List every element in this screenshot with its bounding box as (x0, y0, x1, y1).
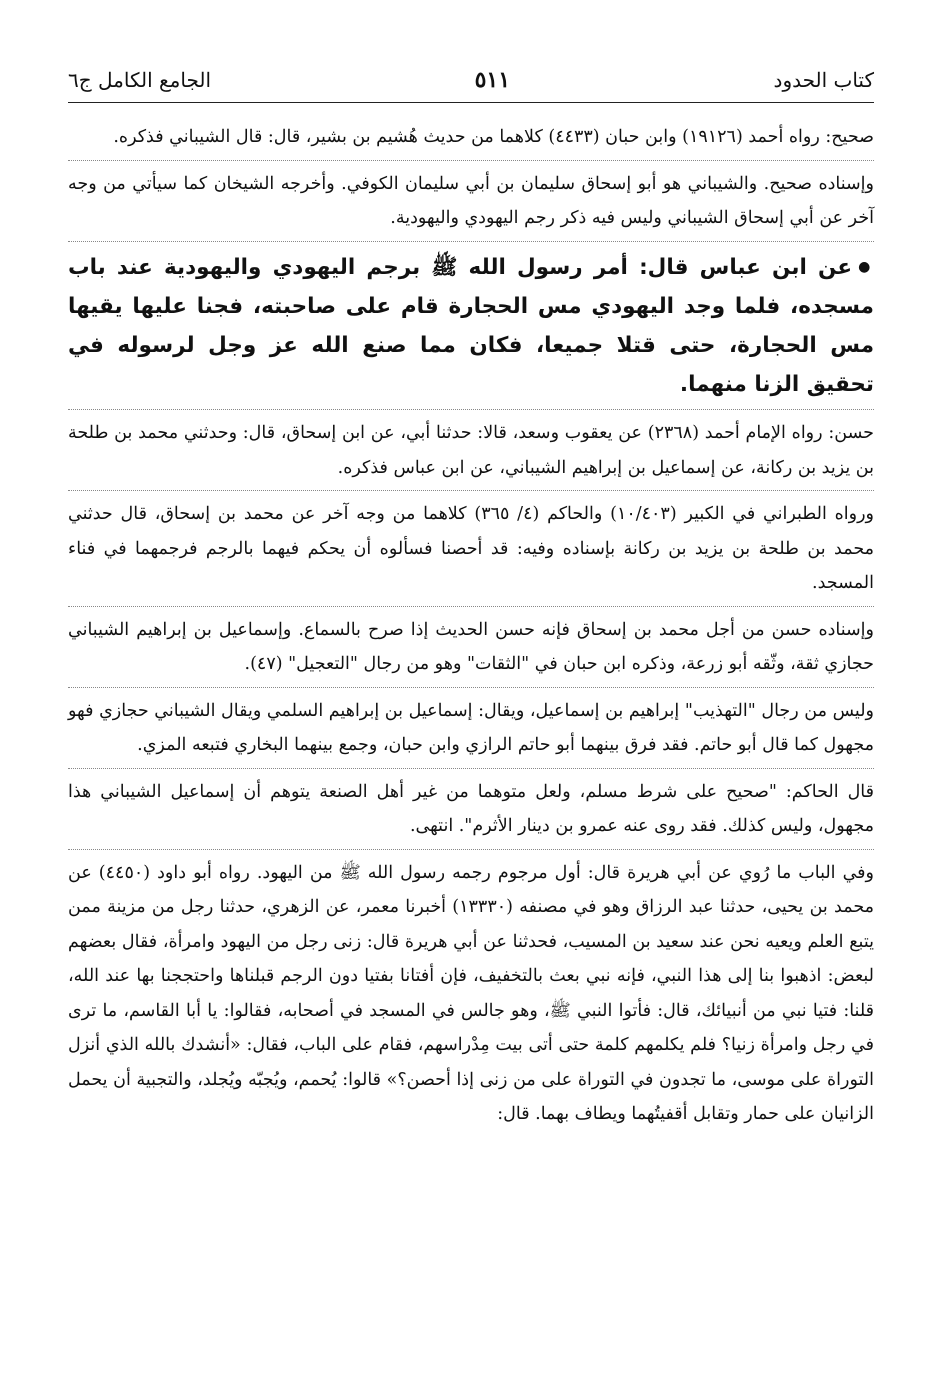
running-header (68, 58, 874, 103)
paragraph-isnad-2: وإسناده حسن من أجل محمد بن إسحاق فإنه حسن الحديث إذا صرح بالسماع. وإسماعيل بن إبراهيم الشيباني حجازي ثقة، وثّقه أبو زرعة، وذكره ابن حبان في "الثقات" وهو من رجال "التعجيل" (٤٧). (68, 613, 874, 688)
paragraph-rijal: وليس من رجال "التهذيب" إبراهيم بن إسماعيل، ويقال: إسماعيل بن إبراهيم السلمي ويقال الشيباني حجازي فهو مجهول كما قال أبو حاتم. فقد فرق بينهما أبو حاتم الرازي وابن حبان، وجمع بينهما البخاري فتبعه المزي. (68, 694, 874, 769)
header-volume-title: الجامع الكامل ج٦ (68, 68, 212, 92)
paragraph-takhrij-1: صحيح: رواه أحمد (١٩١٢٦) وابن حبان (٤٤٣٣) كلاهما من حديث هُشيم بن بشير، قال: قال الشيباني فذكره. (68, 120, 874, 161)
page-number: ٥١١ (474, 67, 511, 93)
hadith-body: عن ابن عباس قال: أمر رسول الله ﷺ برجم اليهودي واليهودية عند باب مسجده، فلما وجد اليهودي مس الحجارة قام على صاحبته، فجنا عليها يقيها مس الحجارة، حتى قتلا جميعا، فكان مما صنع الله عز وجل لرسوله في تحقيق الزنا منهما. (68, 254, 874, 397)
paragraph-isnad-1: وإسناده صحيح. والشيباني هو أبو إسحاق سليمان بن أبي سليمان الكوفي. وأخرجه الشيخان كما سيأتي من وجه آخر عن أبي إسحاق الشيباني وليس فيه ذكر رجم اليهودي واليهودية. (68, 167, 874, 242)
header-book-title: كتاب الحدود (773, 68, 874, 92)
paragraph-takhrij-2: حسن: رواه الإمام أحمد (٢٣٦٨) عن يعقوب وسعد، قالا: حدثنا أبي، عن ابن إسحاق، قال: وحدثني محمد بن طلحة بن يزيد بن ركانة، عن إسماعيل بن إبراهيم الشيباني، عن ابن عباس فذكره. (68, 416, 874, 491)
page-body (68, 120, 874, 1143)
bullet-icon: ● (858, 259, 874, 275)
paragraph-fil-bab: وفي الباب ما رُوي عن أبي هريرة قال: أول مرجوم رجمه رسول الله ﷺ من اليهود. رواه أبو داود (٤٤٥٠) عن محمد بن يحيى، حدثنا عبد الرزاق وهو في مصنفه (١٣٣٣٠) أخبرنا معمر، عن الزهري، حدثنا رجل من مزينة ممن يتبع العلم ويعيه نحن عند سعيد بن المسيب، فحدثنا عن أبي هريرة قال: زنى رجل من اليهود وامرأة، فقال بعضهم لبعض: اذهبوا بنا إلى هذا النبي، فإنه نبي بعث بالتخفيف، فإن أفتانا بفتيا دون الرجم قبلناها واحتججنا بها عند الله، قلنا: فتيا نبي من أنبيائك، قال: فأتوا النبي ﷺ، وهو جالس في المسجد في أصحابه، فقالوا: يا أبا القاسم، ما ترى في رجل وامرأة زنيا؟ فلم يكلمهم كلمة حتى أتى بيت مِدْراسهم، فقام على الباب، فقال: «أنشدك بالله الذي أنزل التوراة على موسى، ما تجدون في التوراة على من زنى إذا أحصن؟» قالوا: يُحمم، ويُجبّه ويُجلد، والتجبية أن يحمل الزانيان على حمار وتقابل أقفيتُهما ويطاف بهما. قال: (68, 862, 874, 1124)
paragraph-hakim: قال الحاكم: "صحيح على شرط مسلم، ولعل متوهما من غير أهل الصنعة يتوهم أن إسماعيل الشيباني هذا مجهول، وليس كذلك. فقد روى عنه عمرو بن دينار الأثرم". انتهى. (68, 775, 874, 850)
hadith-text (68, 248, 874, 411)
paragraph-takhrij-3: ورواه الطبراني في الكبير (١٠/٤٠٣) والحاكم (٤/ ٣٦٥) كلاهما من وجه آخر عن محمد بن إسحاق، قال حدثني محمد بن طلحة بن يزيد بن ركانة بإسناده وفيه: قد أحصنا فسألوه أن يحكم فيهما بالرجم فرجمهما في فناء المسجد. (68, 497, 874, 607)
